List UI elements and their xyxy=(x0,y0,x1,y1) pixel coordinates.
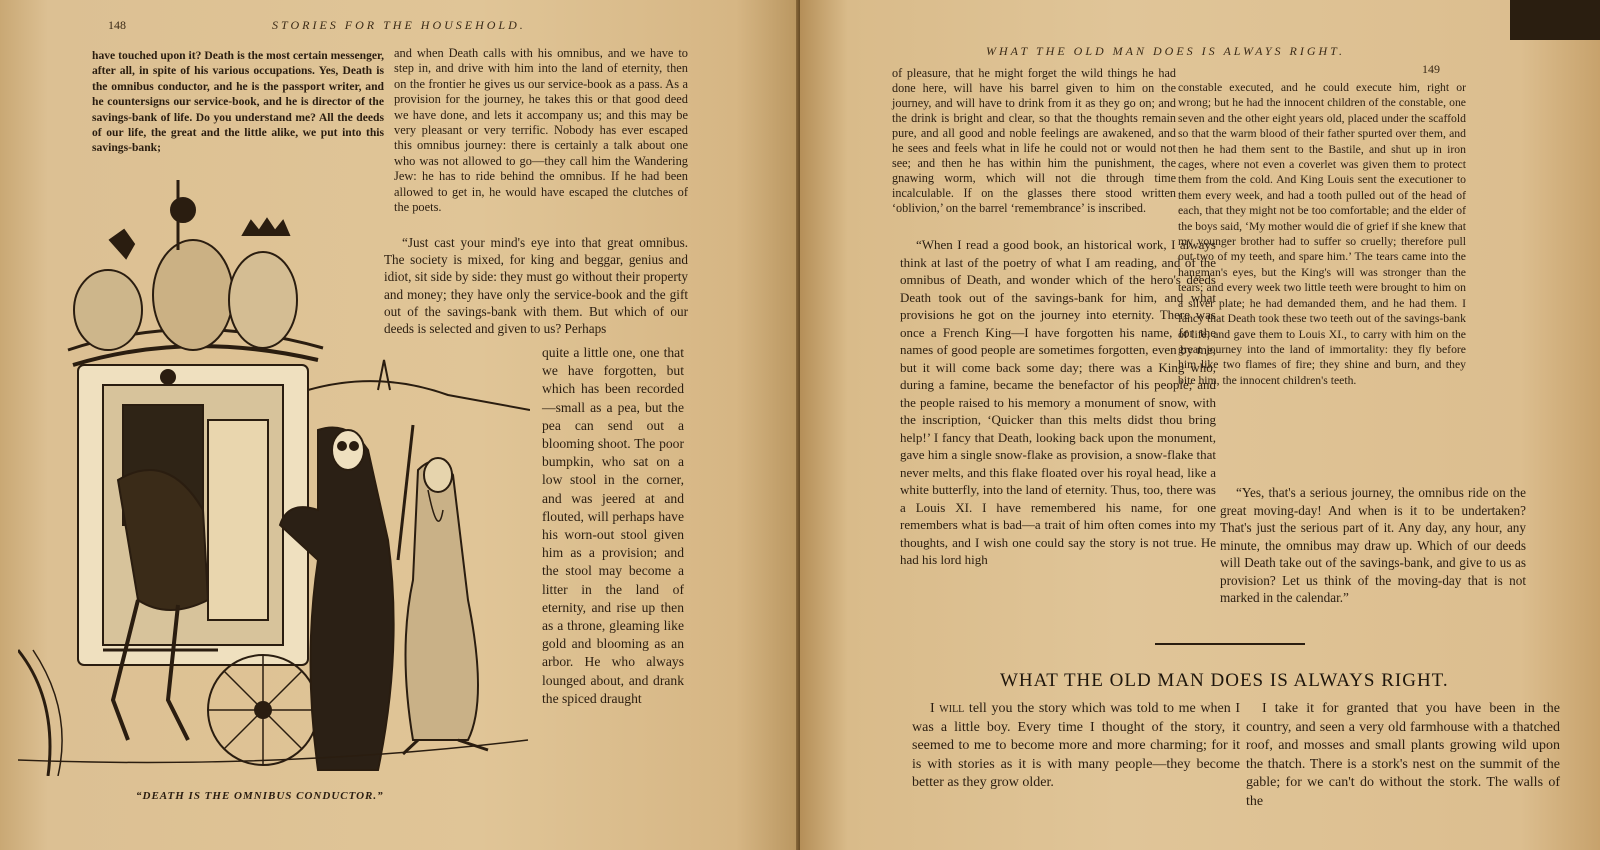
omnibus-illustration xyxy=(18,180,530,776)
left-col2-para2: “Just cast your mind's eye into that great omnibus. The society is mixed, for king and beggar, genius and idiot, sit side by side: they must go without their property and money; they have only the service-book and the gift out of the savings-bank with them. But which of our deeds is selected and given to us? Perhaps xyxy=(384,235,688,337)
story-col1-text xyxy=(912,700,1240,793)
illustration-caption: “DEATH IS THE OMNIBUS CONDUCTOR.” xyxy=(136,790,384,802)
background-corner xyxy=(1510,0,1600,40)
story-col1-rest: tell you the story which was told to me when I was a little boy. Every time I thought of the story, it seemed to me to become more and more charming; for it is with stories as it is with many people—they become better as they grow older. xyxy=(912,701,1241,790)
right-col1-para2: “When I read a good book, an historical work, I always think at last of the poetry of what I am reading, and of the omnibus of Death, and wonder which of the hero's deeds Death took out of the savings-bank for him, and what provisions he got on the journey into eternity. There was once a French King—I have forgotten his name, for the names of good people are sometimes forgotten, even by me, but it will come back some day; there was a King who, during a famine, became the benefactor of his people; and the people raised to his memory a monument of snow, with the inscription, ‘Quicker than this melts didst thou bring help!’ I fancy that Death, looking back upon the monument, gave him a single snow-flake as provision, a snow-flake that never melts, and this flake floated over his royal head, like a white butterfly, into the land of eternity. Thus, too, there was a Louis XI. I have remembered his name, for one remembers what is bad—a trait of him often comes into my thoughts, and I wish one could say the story is not true. He had his lord high xyxy=(900,237,1216,567)
right-col1-para1: of pleasure, that he might forget the wild things he had done here, will have his barrel given to him on the journey, and will have to drink from it as they go on; and the drink is bright and clear, so that the thoughts remain pure, and all good and noble feelings are awakened, and he sees and feels what in life he could not or would not see; and then he has within him the punishment, the gnawing worm, which will not die through time incalculable. If on the glasses there stood written ‘oblivion,’ on the barrel ‘remembrance’ is inscribed. xyxy=(892,66,1176,215)
left-col2-narrow-text: quite a little one, one that we have forgotten, but which has been recorded —small as a pea, but the pea can send out a blooming shoot. The poor bumpkin, who sat on a low stool in the corner, and was jeered at and flouted, will perhaps have his worn-out stool given him as a provision; and the stool may become a litter in the land of eternity, and rise up then as a throne, gleaming like gold and blooming as an arbor. He who always lounged about, and drank the spiced draught xyxy=(542,345,684,706)
right-col2-para1: constable executed, and he could execute him, right or wrong; but he had the innocent children of the constable, one seven and the other eight years old, placed under the scaffold so that the warm blood of their father spurted over them, and then he had them sent to the Bastile, and shut up in iron cages, where not even a coverlet was given them to protect them from the cold. And King Louis sent the executioner to them every week, and had a tooth pulled out of the head of each, that they might not be too comfortable; and the elder of the boys said, ‘My mother would die of grief if she knew that my younger brother had to suffer so cruelly; therefore pull out two of my teeth, and spare him.’ The tears came into the hangman's eyes, but the King's will was stronger than the tears; and every week two little teeth were brought to him on a silver plate; he had demanded them, and he had them. I fancy that Death took these two teeth out of the savings-bank of life, and gave them to Louis XI., to carry with him on the great journey into the land of immortality: they fly before him like two flames of fire; they shine and burn, and they bite him, the innocent children's teeth. xyxy=(1178,81,1466,387)
right-page-number: 149 xyxy=(1422,62,1440,76)
right-running-head: WHAT THE OLD MAN DOES IS ALWAYS RIGHT. xyxy=(986,44,1345,58)
left-col2-para1: and when Death calls with his omnibus, and we have to step in, and drive with him into the land of eternity, then on the frontier he gives us our service-book as a pass. As a provision for the journey, he takes this or that good deed we have done, and lets it accompany us; and this may be very pleasant or very terrific. Nobody has ever escaped this omnibus journey: there is certainly a talk about one who was not allowed to go—they call him the Wandering Jew: he has to ride behind the omnibus. If he had been allowed to get in, he would have escaped the clutches of the poets. xyxy=(394,46,688,215)
left-col1-text: have touched upon it? Death is the most certain messenger, after all, in spite of his various occupations. Yes, Death is the omnibus conductor, and he is the passport writer, and he countersigns our service-book, and he is director of the savings-bank of life. Do you understand me? All the deeds of our life, the great and the little alike, we put into this savings-bank; xyxy=(92,49,384,155)
story-col2-text: I take it for granted that you have been in the country, and seen a very old farmhouse with a thatched roof, and mosses and small plants growing wild upon the thatch. There is a stork's nest on the summit of the gable; for we can't do without the stork. The walls of the xyxy=(1246,701,1560,809)
section-divider-rule xyxy=(1155,643,1305,645)
left-running-head: STORIES FOR THE HOUSEHOLD. xyxy=(272,18,526,32)
story-title: WHAT THE OLD MAN DOES IS ALWAYS RIGHT. xyxy=(1000,670,1449,691)
left-page-number: 148 xyxy=(108,18,126,32)
right-col2-para2: “Yes, that's a serious journey, the omnibus ride on the great moving-day! And when is it to be undertaken? That's just the serious part of it. Any day, any hour, any minute, the omnibus may draw up. Which of our deeds will Death take out of the savings-bank, and give to us as provision? Let us think of the moving-day that is not marked in the calendar.” xyxy=(1220,485,1526,605)
right-page xyxy=(800,0,1600,850)
story-lead-smallcaps: I will xyxy=(930,701,965,716)
